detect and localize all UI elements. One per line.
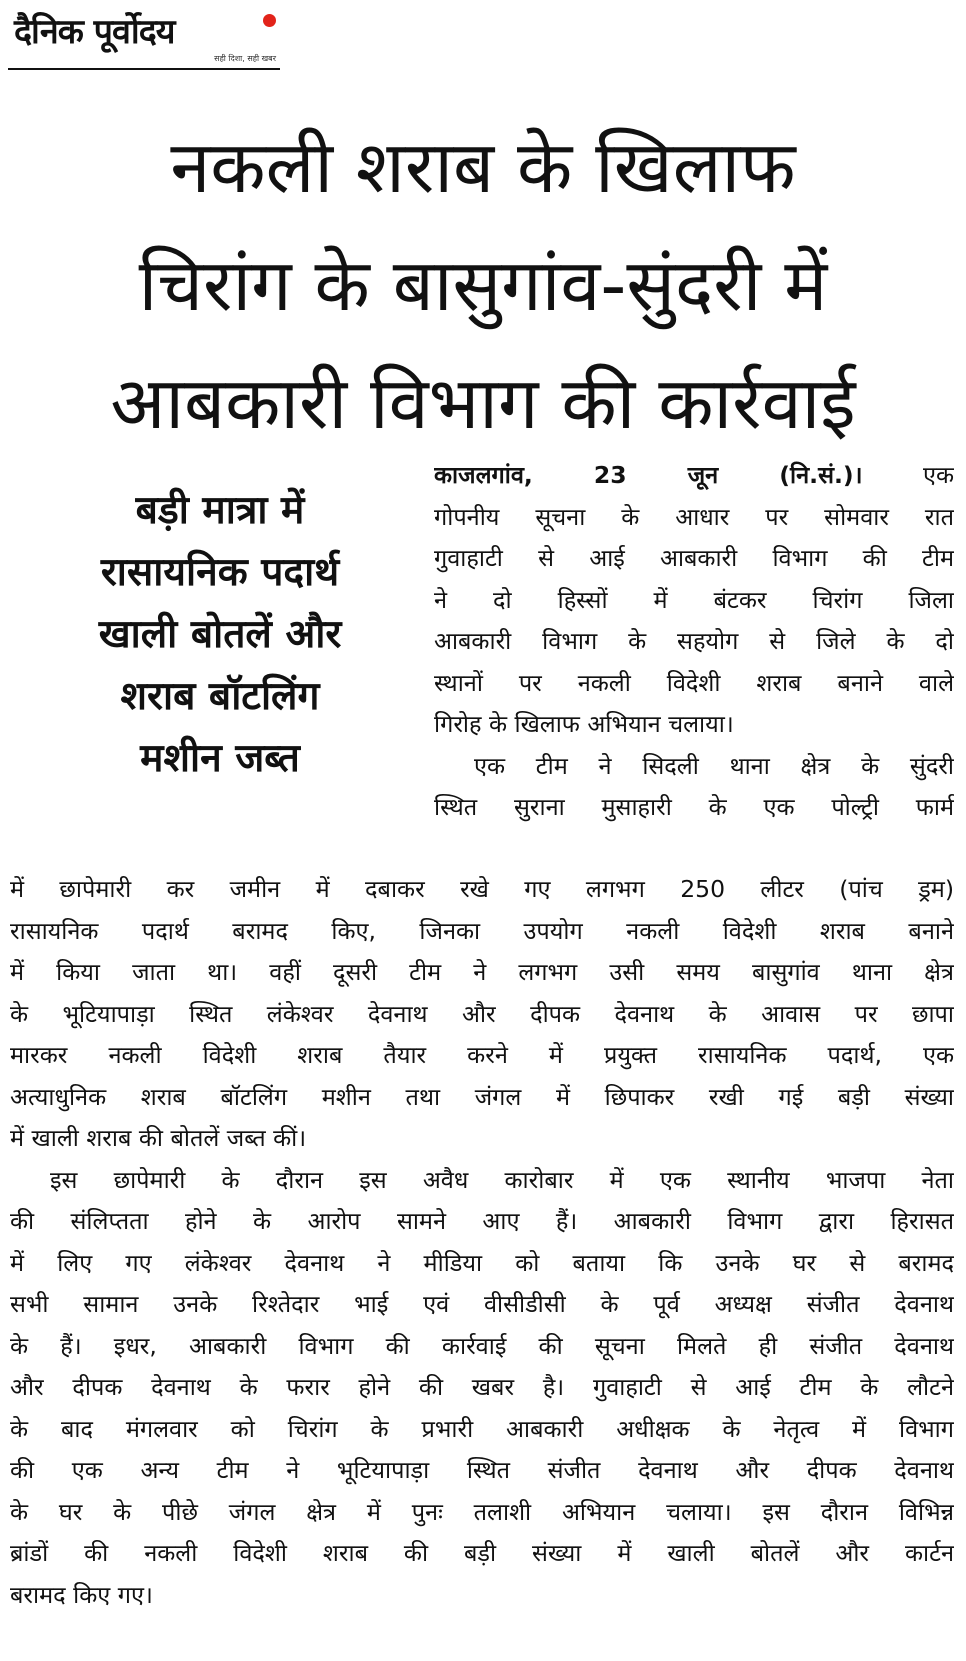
headline (0, 108, 966, 462)
subheadline-line: मशीन जब्त (140, 736, 300, 781)
article-text-line: गुवाहाटी से आई आबकारी विभाग की टीम (434, 544, 954, 572)
subheadline (30, 480, 410, 790)
masthead-rule (8, 68, 280, 70)
newspaper-name: दैनिक पूर्वोदय (14, 12, 175, 52)
article-text-line: आबकारी विभाग के सहयोग से जिले के दो (434, 627, 954, 655)
subheadline-line: शराब बॉटलिंग (120, 674, 320, 719)
article-text-line: गिरोह के खिलाफ अभियान चलाया। (434, 710, 734, 738)
article-text-line: ब्रांडों की नकली विदेशी शराब की बड़ी संख्या में खाली बोतलें और कार्टन (10, 1539, 954, 1567)
article-text-line: इस छापेमारी के दौरान इस अवैध कारोबार में एक स्थानीय भाजपा नेता (50, 1165, 954, 1194)
subheadline-line: खाली बोतलें और (98, 612, 342, 657)
article-text-line: मारकर नकली विदेशी शराब तैयार करने में प्रयुक्त रासायनिक पदार्थ, एक (10, 1041, 954, 1069)
subheadline-line: रासायनिक पदार्थ (100, 550, 340, 595)
article-dateline: काजलगांव, 23 जून (नि.सं.)। (434, 461, 863, 489)
article-text-line: बरामद किए गए। (10, 1580, 153, 1609)
subheadline-line: बड़ी मात्रा में (135, 488, 305, 533)
article-text-line: ने दो हिस्सों में बंटकर चिरांग जिला (434, 585, 954, 614)
article-right-column (434, 455, 954, 829)
article-text-line: सभी सामान उनके रिश्तेदार भाई एवं वीसीडीसी के पूर्व अध्यक्ष संजीत देवनाथ (10, 1290, 954, 1318)
article-text-line: के भूटियापाड़ा स्थित लंकेश्वर देवनाथ और दीपक देवनाथ के आवास पर छापा (10, 999, 954, 1028)
article-text-line: के घर के पीछे जंगल क्षेत्र में पुनः तलाशी अभियान चलाया। इस दौरान विभिन्न (10, 1497, 954, 1526)
article-text-line: की एक अन्य टीम ने भूटियापाड़ा स्थित संजीत देवनाथ और दीपक देवनाथ (10, 1456, 954, 1484)
article-text-line: स्थानों पर नकली विदेशी शराब बनाने वाले (434, 668, 954, 697)
logo-sun-icon (263, 14, 276, 27)
article-text-line: गोपनीय सूचना के आधार पर सोमवार रात (434, 502, 954, 531)
article-text-line: और दीपक देवनाथ के फरार होने की खबर है। गुवाहाटी से आई टीम के लौटने (10, 1373, 954, 1401)
article-text-line: एक (862, 461, 954, 489)
article-text-line: के बाद मंगलवार को चिरांग के प्रभारी आबकारी अधीक्षक के नेतृत्व में विभाग (10, 1414, 954, 1443)
article-text-line: स्थित सुराना मुसाहारी के एक पोल्ट्री फार्म (434, 793, 954, 821)
article-text-line: की संलिप्तता होने के आरोप सामने आए हैं। आबकारी विभाग द्वारा हिरासत (10, 1207, 954, 1235)
article-text-line: अत्याधुनिक शराब बॉटलिंग मशीन तथा जंगल में छिपाकर रखी गई बड़ी संख्या (10, 1082, 954, 1111)
article-text-line: में लिए गए लंकेश्वर देवनाथ ने मीडिया को बताया कि उनके घर से बरामद (10, 1248, 954, 1277)
article-text-line: के हैं। इधर, आबकारी विभाग की कार्रवाई की सूचना मिलते ही संजीत देवनाथ (10, 1331, 954, 1360)
headline-line: नकली शराब के खिलाफ (170, 125, 796, 209)
article-text-line: में किया जाता था। वहीं दूसरी टीम ने लगभग उसी समय बासुगांव थाना क्षेत्र (10, 958, 954, 986)
headline-line: आबकारी विभाग की कार्रवाई (110, 361, 856, 445)
article-text-line: में खाली शराब की बोतलें जब्त कीं। (10, 1124, 307, 1152)
article-full-width (10, 869, 954, 1616)
headline-line: चिरांग के बासुगांव-सुंदरी में (138, 243, 828, 327)
article-text-line: एक टीम ने सिदली थाना क्षेत्र के सुंदरी (474, 751, 954, 780)
newspaper-tagline: सही दिशा, सही खबर (214, 54, 276, 63)
article-text-line: में छापेमारी कर जमीन में दबाकर रखे गए लगभग 250 लीटर (पांच ड्रम) (10, 875, 954, 903)
masthead-logo (8, 6, 280, 68)
article-text-line: रासायनिक पदार्थ बरामद किए, जिनका उपयोग नकली विदेशी शराब बनाने (10, 916, 954, 945)
